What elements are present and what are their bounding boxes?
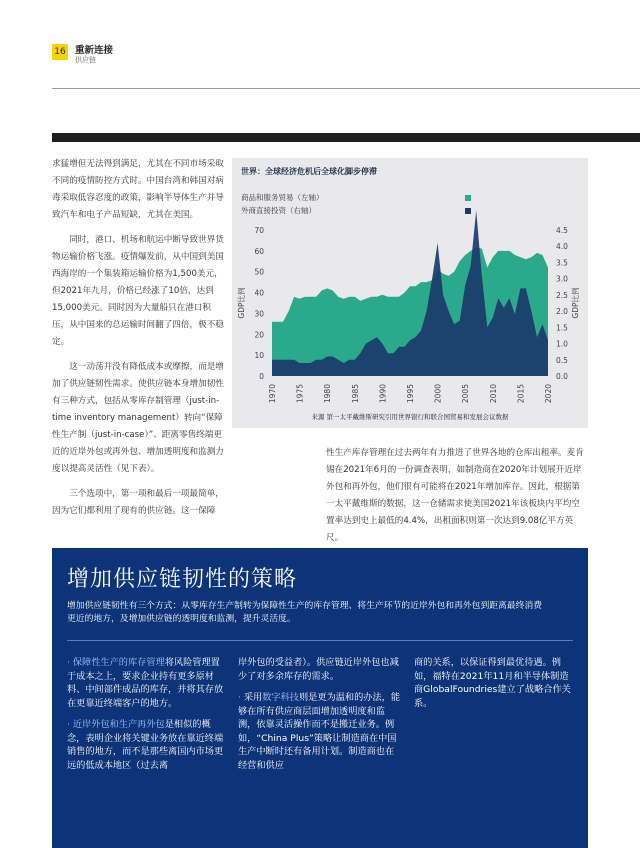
- highlight-term: 近岸外包和生产再外包: [72, 719, 165, 730]
- paragraph: 岸外包的受益者）。供应链近岸外包也减少了对多余库存的需求。: [238, 657, 399, 682]
- x-tick-label: 1970: [268, 384, 277, 404]
- paragraph: 同时，港口、机场和航运中断导致世界货物运输价格飞涨。疫情爆发前，从中国到美国西海岸的一个集装箱运输价格为1,500美元，但2021年九月，价格已经涨了10倍，达到15,000美元。同时因为大量船只在港口积压，从中国来的总运输时间翻了四倍，极不稳定。: [52, 235, 224, 347]
- right-tick-label: 4.5: [556, 226, 568, 235]
- right-tick-label: 1.5: [556, 323, 568, 333]
- x-tick-label: 2000: [433, 384, 443, 404]
- right-tick-label: 2.0: [556, 307, 568, 317]
- paragraph: 商的关系，以保证得到最优待遇。例如，福特在2021年11月和半导体制造商GlobalFoundries建立了战略合作关系。: [414, 657, 571, 709]
- bullet-text: 则是更为温和的办法，能够在所有供应商层面增加透明度和监测，依靠灵活操作而不是搬迁业务。例如，“China Plus”策略让制造商在中国生产中断时还有备用计划。制造商也在经营和供应: [238, 692, 401, 771]
- strategy-column-3: [414, 656, 574, 718]
- strategy-box: [52, 548, 588, 848]
- bullet-item: [67, 656, 227, 710]
- right-axis-label: GDP比例: [571, 287, 580, 319]
- highlight-term: 数字科技: [262, 692, 299, 703]
- bullet-text: 是相似的概念，表明企业将关键业务放在靠近终端销售的地方，而不是那些离国内市场更远的低成本地区（过去离: [67, 719, 224, 771]
- page-number: 16: [52, 44, 68, 60]
- strategy-title: 增加供应链韧性的策略: [67, 567, 298, 592]
- paragraph: 这一动荡并没有降低成本或摩擦，而是增加了供应链韧性需求。使供应链本身增加韧性有三种方式，包括从零库存制管理（just-in-time inventory management）转向“保障性生产制（just-in-case）”、距离零售终端更近的近岸外包或再外包、增加透明度和监测力度以提高灵活性（见下表）。: [52, 362, 224, 474]
- chart-svg: [232, 158, 588, 428]
- bullet-mark: ·: [67, 657, 70, 668]
- bullet-text: 采用: [243, 692, 263, 703]
- paragraph: 求猛增但无法得到满足，尤其在不同市场采取不同的疫情防控方式时。中国台湾和韩国对病毒采取低容忍度的政策，影响半导体生产并导致汽车和电子产品短缺，尤其在美国。: [52, 159, 224, 220]
- right-tick-label: 1.0: [556, 339, 568, 349]
- mid-text-column: 性生产库存管理在过去两年有力推进了世界各地的仓库出租率。麦肯锡在2021年6月的一份调查表明，如制造商在2020年计划展开近岸外包和再外包，他们很有可能将在2021年增加库存。因此，根据第一太平戴维斯的数据，这一仓储需求使美国2021年该板块内平均空置率达到史上最低的4.4%，出租面积则第一次达到9.08亿平方英尺。: [326, 448, 584, 543]
- left-tick-label: 40: [254, 288, 264, 298]
- chart-source: 来源 第一太平戴维斯研究引用世界银行和联合国贸易和发展会议数据: [311, 413, 509, 421]
- highlight-term: 保障性生产的库存管理: [72, 657, 165, 668]
- left-axis-label: GDP比例: [237, 287, 246, 319]
- bullet-text: 将风险管理置于成本之上，要求企业持有更多原材料、中间部件成品的库存，并将其存放在更靠近终端客户的地方。: [67, 657, 224, 709]
- left-text-column: [52, 156, 224, 528]
- chart-panel: [232, 158, 588, 428]
- right-tick-label: 3.5: [556, 258, 568, 268]
- heavy-divider: [52, 133, 640, 142]
- strategy-divider: [67, 640, 573, 641]
- x-tick-label: 1985: [350, 384, 360, 404]
- right-tick-label: 2.5: [556, 290, 568, 300]
- left-tick-label: 60: [254, 246, 264, 256]
- left-tick-label: 50: [254, 267, 264, 277]
- right-tick-label: 4.0: [556, 242, 568, 252]
- bullet-mark: ·: [67, 719, 70, 730]
- strategy-column-2: [238, 656, 403, 780]
- x-tick-label: 2010: [488, 384, 498, 404]
- bullet-mark: ·: [238, 692, 241, 703]
- legend-label-fdi: 外商直接投资（右轴）: [241, 206, 316, 215]
- bullet-item: [238, 691, 403, 772]
- x-tick-label: 2005: [461, 384, 471, 404]
- section-title: 重新连接: [75, 45, 114, 56]
- header-divider: [52, 88, 640, 89]
- left-tick-label: 30: [254, 309, 264, 319]
- section-subtitle: 供应链: [75, 56, 96, 64]
- strategy-intro: 增加供应链韧性有三个方式：从零库存生产制转为保障性生产的库存管理、将生产环节的近岸外包和再外包到距离最终消费更近的地方，及增加供应链的透明度和监测，提升灵活度。: [67, 601, 543, 624]
- right-tick-label: 3.0: [556, 274, 568, 284]
- x-tick-label: 1975: [295, 384, 305, 404]
- x-tick-label: 2020: [544, 384, 553, 404]
- right-tick-label: 0.0: [556, 372, 568, 381]
- right-tick-label: 0.5: [556, 355, 568, 365]
- x-tick-label: 1990: [378, 384, 388, 404]
- chart-title: 世界：全球经济危机后全球化脚步停滞: [241, 167, 377, 176]
- x-tick-label: 2015: [516, 384, 526, 404]
- legend-label-trade: 商品和服务贸易（左轴）: [241, 193, 324, 202]
- strategy-column-1: [67, 656, 227, 780]
- paragraph: 三个选项中，第一项和最后一项最简单，因为它们都利用了现有的供应链。这一保障: [52, 489, 224, 516]
- left-tick-label: 10: [254, 351, 264, 361]
- left-tick-label: 70: [254, 226, 264, 235]
- left-tick-label: 20: [254, 330, 264, 340]
- bullet-item: [67, 718, 227, 772]
- x-tick-label: 1980: [323, 384, 333, 404]
- left-tick-label: 0: [259, 372, 264, 381]
- x-tick-label: 1995: [406, 384, 415, 404]
